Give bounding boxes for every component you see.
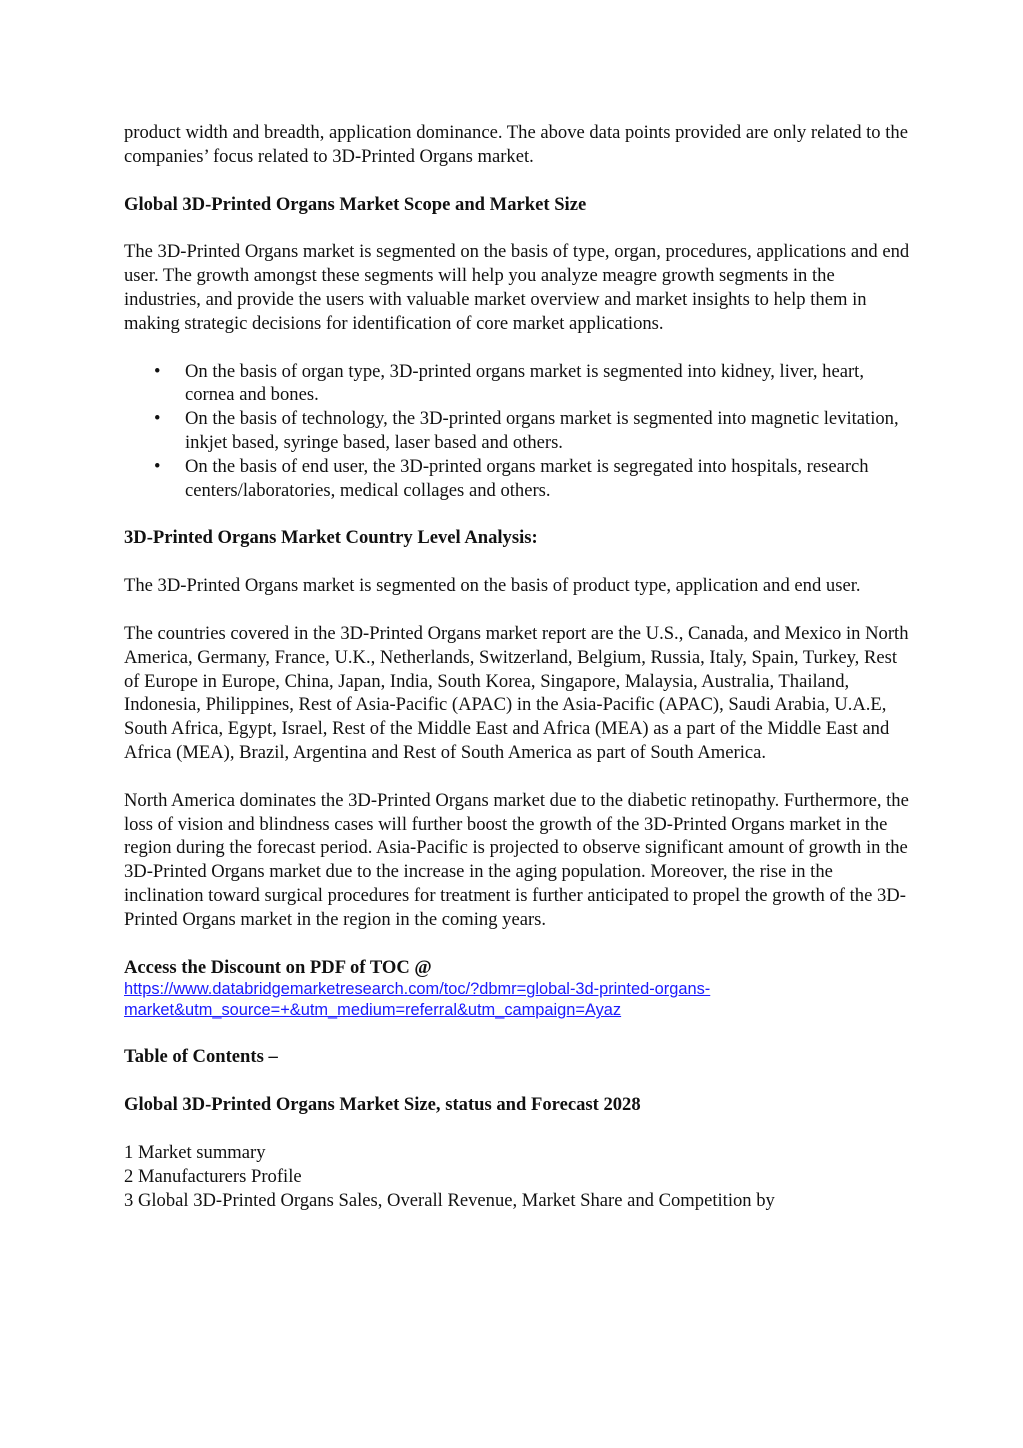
country-paragraph-countries: The countries covered in the 3D-Printed Organs market report are the U.S., Canada, and Mexico in North America, Germany, France, U.K., Netherlands, Switzerland, Belgium, Russia, Italy, Spain, Turkey, Rest of Europe in Europe, China, Japan, India, South Korea, Singapore, Malaysia, Australia, Thailand, Indonesia, Philippines, Rest of Asia-Pacific (APAC) in the Asia-Pacific (APAC), Saudi Arabia, U.A.E, South Africa, Egypt, Israel, Rest of the Middle East and Africa (MEA) as a part of the Middle East and Africa (MEA), Brazil, Argentina and Rest of South America as part of South America. <box>124 622 909 763</box>
scope-heading: Global 3D-Printed Organs Market Scope and Market Size <box>124 193 587 215</box>
bullet-text: On the basis of technology, the 3D-printed organs market is segmented into magnetic levitation, inkjet based, syringe based, laser based and others. <box>185 408 899 453</box>
toc-link-line-1: https://www.databridgemarketresearch.com/toc/?dbmr=global-3d-printed-organs- <box>124 980 711 999</box>
country-paragraph-segmentation: The 3D-Printed Organs market is segmented on the basis of product type, application and end user. <box>124 575 861 597</box>
toc-list <box>124 1141 914 1212</box>
bullet-icon: • <box>154 455 161 477</box>
intro-paragraph: product width and breadth, application dominance. The above data points provided are only related to the companies’ focus related to 3D-Printed Organs market. <box>124 122 908 167</box>
toc-item: 3 Global 3D-Printed Organs Sales, Overall Revenue, Market Share and Competition by <box>124 1189 775 1211</box>
toc-item: 1 Market summary <box>124 1141 266 1163</box>
segment-bullet-list <box>124 360 914 503</box>
bullet-item <box>124 360 914 408</box>
access-heading: Access the Discount on PDF of TOC @ <box>124 956 432 978</box>
toc-subheading: Global 3D-Printed Organs Market Size, status and Forecast 2028 <box>124 1094 641 1116</box>
scope-paragraph: The 3D-Printed Organs market is segmented on the basis of type, organ, procedures, applications and end user. The growth amongst these segments will help you analyze meagre growth segments in the industries, and provide the users with valuable market overview and market insights to help them in making strategic decisions for identification of core market applications. <box>124 241 910 334</box>
bullet-icon: • <box>154 408 161 430</box>
country-heading: 3D-Printed Organs Market Country Level Analysis: <box>124 527 538 549</box>
country-paragraph-regions: North America dominates the 3D-Printed Organs market due to the diabetic retinopathy. Furthermore, the loss of vision and blindness cases will further boost the growth of the 3D-Printed Organs market in the region during the forecast period. Asia-Pacific is projected to observe significant amount of growth in the 3D-Printed Organs market due to the increase in the aging population. Moreover, the rise in the inclination toward surgical procedures for treatment is further anticipated to propel the growth of the 3D-Printed Organs market in the region in the coming years. <box>124 789 909 930</box>
toc-item: 2 Manufacturers Profile <box>124 1165 302 1187</box>
toc-link-line-2: market&utm_source=+&utm_medium=referral&utm_campaign=Ayaz <box>124 1001 622 1020</box>
bullet-item <box>124 407 914 455</box>
document-page <box>124 121 914 1212</box>
bullet-text: On the basis of end user, the 3D-printed organs market is segregated into hospitals, research centers/laboratories, medical collages and others. <box>185 455 869 501</box>
bullet-item <box>124 455 914 503</box>
toc-link[interactable] <box>124 979 824 1021</box>
access-discount-block <box>124 956 914 1022</box>
bullet-text: On the basis of organ type, 3D-printed organs market is segmented into kidney, liver, heart, cornea and bones. <box>185 360 864 406</box>
bullet-icon: • <box>154 360 161 382</box>
toc-heading: Table of Contents – <box>124 1046 278 1068</box>
